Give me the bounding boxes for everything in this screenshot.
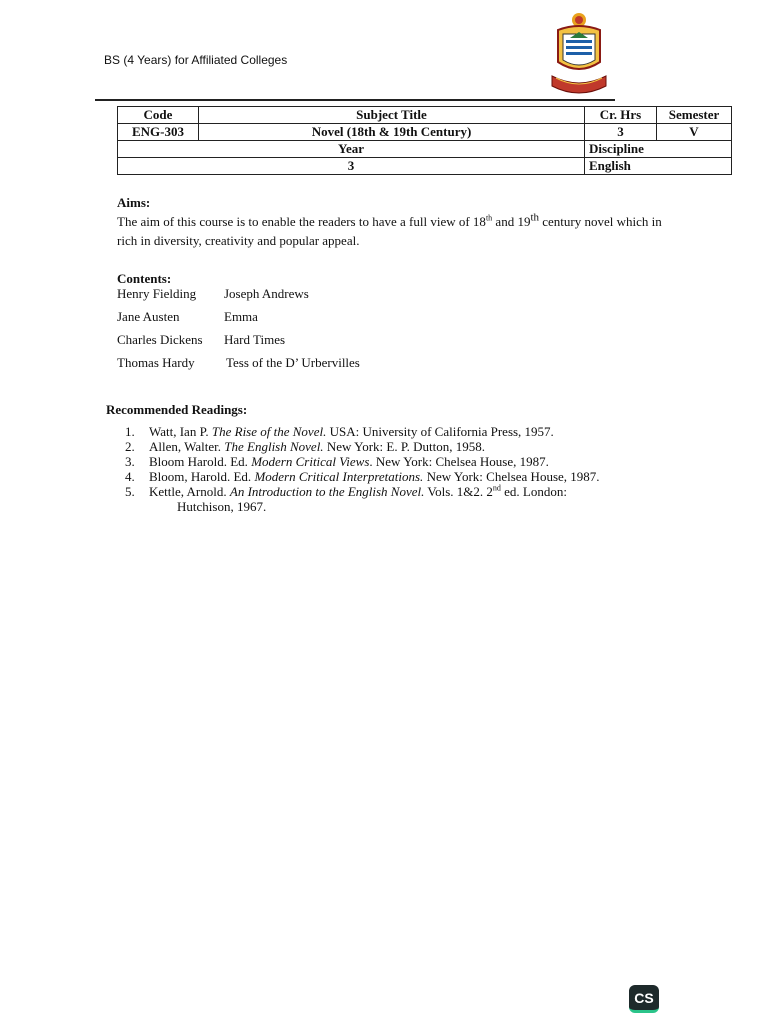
aims-text-part2: and 19 xyxy=(492,214,531,229)
semester-header: Semester xyxy=(657,107,732,124)
aims-text-part3: century novel which in rich in diversity, creativity and popular appeal. xyxy=(117,214,662,248)
university-crest-logo xyxy=(550,10,608,104)
table-header-row xyxy=(118,107,732,124)
table-row xyxy=(118,158,732,175)
ref-author: Bloom Harold. Ed. xyxy=(149,454,252,469)
table-row xyxy=(118,141,732,158)
author-name: Jane Austen xyxy=(117,309,180,324)
contents-title: Contents: xyxy=(117,271,172,286)
ref-continuation: Hutchison, 1967. xyxy=(177,499,267,514)
ref-title: An Introduction to the English Novel. xyxy=(229,484,425,499)
list-item xyxy=(117,469,677,484)
subject-title-header: Subject Title xyxy=(199,107,585,124)
camscanner-badge: CS xyxy=(629,985,659,1013)
ref-publisher: New York: E. P. Dutton, 1958. xyxy=(323,439,485,454)
ref-publisher-cont: ed. London: xyxy=(500,484,567,499)
ref-author: Kettle, Arnold. xyxy=(149,484,230,499)
discipline-label: Discipline xyxy=(585,141,732,158)
ref-title: The Rise of the Novel. xyxy=(211,424,327,439)
readings-title: Recommended Readings: xyxy=(106,402,248,417)
ref-title: Modern Critical Interpretations. xyxy=(254,469,424,484)
list-item xyxy=(117,484,677,514)
table-row xyxy=(118,124,732,141)
ref-author: Bloom, Harold. Ed. xyxy=(149,469,255,484)
list-item xyxy=(117,454,677,469)
year-label: Year xyxy=(118,141,585,158)
cr-hrs-value: 3 xyxy=(585,124,657,141)
list-item xyxy=(117,439,677,454)
ref-publisher: USA: University of California Press, 1957. xyxy=(326,424,554,439)
ref-publisher: New York: Chelsea House, 1987. xyxy=(423,469,600,484)
readings-list xyxy=(117,424,677,514)
ref-publisher: . New York: Chelsea House, 1987. xyxy=(369,454,549,469)
aims-text-part1: The aim of this course is to enable the readers to have a full view of 18 xyxy=(117,214,486,229)
ref-title: The English Novel. xyxy=(224,439,324,454)
semester-value: V xyxy=(657,124,732,141)
item-number: 4. xyxy=(125,469,135,484)
header-text: BS (4 Years) for Affiliated Colleges xyxy=(104,53,288,67)
item-number: 1. xyxy=(125,424,135,439)
ref-author: Allen, Walter. xyxy=(149,439,225,454)
aims-title: Aims: xyxy=(117,195,151,210)
author-name: Henry Fielding xyxy=(117,286,197,301)
code-header: Code xyxy=(118,107,199,124)
ref-ordinal-sup: nd xyxy=(492,483,501,493)
header-rule xyxy=(95,99,615,101)
aims-sup-19: th xyxy=(530,211,540,224)
item-number: 3. xyxy=(125,454,135,469)
discipline-value: English xyxy=(585,158,732,175)
ref-author: Watt, Ian P. xyxy=(149,424,212,439)
item-number: 2. xyxy=(125,439,135,454)
year-value: 3 xyxy=(118,158,585,175)
aims-sup-18: th xyxy=(485,213,493,223)
course-info-table xyxy=(117,106,732,175)
item-number: 5. xyxy=(125,484,135,499)
work-title: Hard Times xyxy=(224,332,286,347)
subject-title-value: Novel (18th & 19th Century) xyxy=(199,124,585,141)
work-title: Tess of the D’ Urbervilles xyxy=(226,355,360,370)
work-title: Emma xyxy=(224,309,258,324)
work-title: Joseph Andrews xyxy=(224,286,309,301)
author-name: Charles Dickens xyxy=(117,332,203,347)
ref-title: Modern Critical Views xyxy=(251,454,370,469)
ref-publisher: Vols. 1&2. 2 xyxy=(424,484,493,499)
author-name: Thomas Hardy xyxy=(117,355,195,370)
cr-hrs-header: Cr. Hrs xyxy=(585,107,657,124)
list-item xyxy=(117,424,677,439)
aims-text xyxy=(117,212,677,250)
code-value: ENG-303 xyxy=(118,124,199,141)
